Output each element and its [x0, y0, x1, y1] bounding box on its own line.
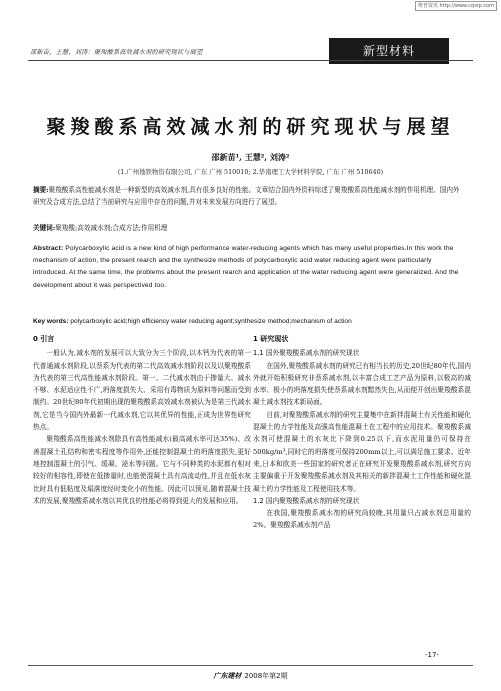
keywords-en-text: polycarboxylic acid;high efficiency water reducing agent;synthesize method;mechanism of action: [70, 318, 352, 325]
section-heading-intro: 0 引言: [33, 335, 55, 343]
journal-footer: [0, 671, 501, 681]
right-column: [253, 333, 471, 532]
affiliation: (1.广州地铁物资有限公司, 广东 广州 510010; 2.华南理工大学材料学院, 广东 广州 510640): [117, 168, 384, 176]
source-stamp: 维普资讯 http://www.cqvip.com: [415, 1, 497, 11]
keywords-en-label: Key words:: [33, 318, 69, 325]
keywords-cn-text: 聚羧酸;高效减水剂;合成方法;作用机理: [55, 224, 168, 232]
issue-label: 2008年第2期: [244, 672, 288, 680]
article-title: 聚羧酸系高效减水剂的研究现状与展望: [46, 116, 455, 138]
keywords-cn: [33, 222, 466, 234]
page-number: -17-: [425, 651, 439, 659]
top-bar: [0, 0, 501, 12]
subsection-heading-domestic: 1.2 国内聚羧酸系减水剂的研究现状: [253, 496, 360, 505]
running-header: 邵新苗，王慧，刘涛：聚羧酸系高效减水剂的研究现状与展望: [30, 49, 203, 56]
abstract-en-text: Polycarboxylic acid is a new kind of high performance water-reducing agents which has many useful properties.In this work the mechanism of action, the present rearch and the synthesize methods of polycarboxylic acid water reducing agent were particularly introduced. At the same time, the problems about the present rearch and application of the water reducing agent were generalized. And the development about it was perspectived too.: [33, 245, 459, 289]
intro-paragraph-2: 聚羧酸系高性能减水剂除具有高性能减水(最高减水率可达35%)、改善混凝土孔结构和密实程度等作用外,还能控制混凝土的坍落度损失,更好地控制混凝土的引气、缓凝、泌水等问题。它与不同种类的水泥都有相对较好的相容性,即使在低掺量时,也能使混凝土具有高流动性,并且在低水灰比时具有低粘度及塌落度经时变化小的性能。因此可以预见,随着混凝土技术的发展,聚羧酸系减水剂以其优良的性能必将得到更大的发展和应用。: [33, 435, 251, 505]
header-divider: [28, 60, 473, 61]
keywords-cn-label: 关键词:: [33, 224, 56, 232]
keywords-en: [33, 316, 466, 328]
abstract-en-label: Abstract:: [33, 245, 64, 252]
abstract-cn-label: 摘要:: [33, 186, 49, 194]
intro-paragraph-1: 一般认为,减水剂的发展可以大致分为三个阶段,以木钙为代表的第一代普通减水剂阶段,以萘系为代表的第二代高效减水剂阶段以及以聚羧酸系为代表的第三代高性能减水剂阶段。第一、二代减水剂由于掺量大、减水不够、水泥适应性不广,坍落度损失大、采用有毒物质为原料等问题而受到制约。20世纪80年代初期出现的聚羧酸系高效减水剂被认为是第三代减水剂,它是当今国内外最新一代减水剂,它以其优异的性能,正成为世界性研究热点。: [33, 349, 251, 432]
footer-divider: [28, 665, 473, 666]
abstract-en: [33, 243, 466, 292]
magazine-name: 广东建材: [213, 672, 242, 680]
foreign-paragraph-1: 在国外,聚羧酸系减水剂的研究已有相当长的历史,20世纪80年代,国内外就开始积极研究非萘系减水剂,以丰富合成工艺产品为原料,以极高的减水率、极小的坍落度损失使萘系减水剂黯然失色,从而便开创出聚羧酸系混凝土减水剂技术新局面。: [253, 361, 471, 407]
abstract-cn-text: 聚羧酸系高性能减水剂是一种新型的高效减水剂,具有很多良好的性能。文章结合国内外资料综述了聚羧酸系高性能减水剂的作用机理、国内外研究及合成方法,总结了当前研究与应用中存在的问题,并对未来发展方向进行了展望。: [33, 186, 460, 206]
subsection-heading-foreign: 1.1 国外聚羧酸系减水剂的研究现状: [253, 349, 360, 358]
foreign-paragraph-2: 目前,对聚羧酸系减水剂的研究主要集中在新拌混凝土有关性能和硬化混凝土的力学性能及高强高性能混凝土在工程中的应用技术。聚羧酸系减水剂可使混凝土的水灰比下降到0.25以下,而水泥用量仍可保持在500kg/m³,同时它的坍落度可保持200mm以上,可以满足施工要求。近年来,日本和欧美一些国家的研究者正在研究开发聚羧酸系减水剂,研究方向主要偏重于开发聚羧酸系减水剂及其相关的新拌混凝土工作性能和硬化混凝土的力学性能及工程使用技术等。: [253, 410, 471, 493]
section-heading-status: 1 研究现状: [253, 335, 289, 343]
abstract-cn: [33, 184, 466, 208]
section-badge: 新型材料: [329, 38, 449, 64]
authors: 邵新苗¹, 王慧², 刘涛²: [211, 152, 290, 162]
domestic-paragraph-1: 在我国,聚羧酸系减水剂的研究尚较晚,其用量只占减水剂总用量的2%。聚羧酸系减水剂产品: [253, 509, 471, 530]
left-column: [33, 333, 251, 507]
